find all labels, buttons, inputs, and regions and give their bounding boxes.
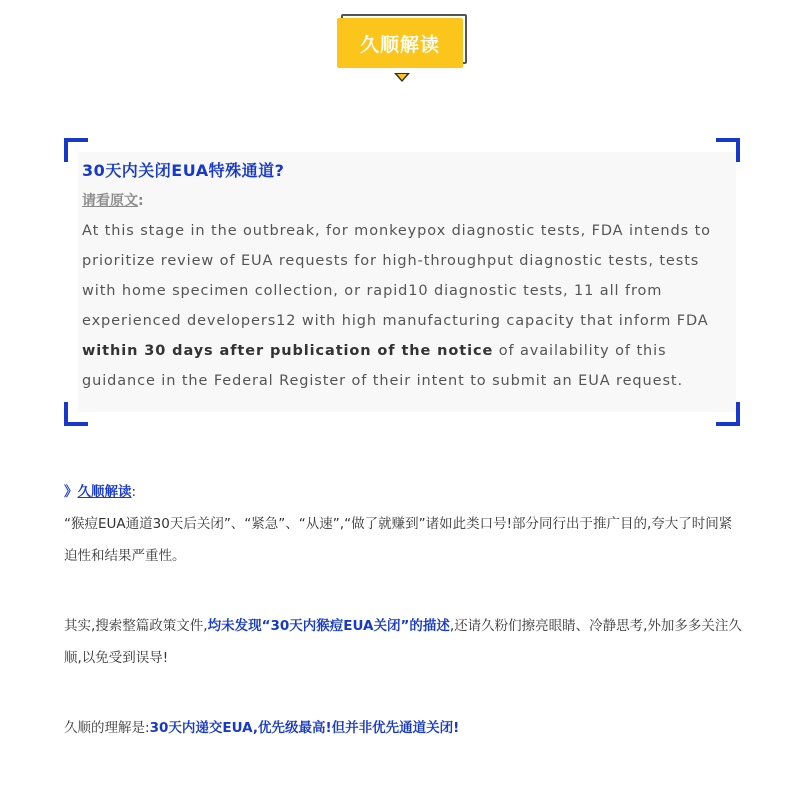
quote-text-part2: of availability of this guidance in the Federal Register of their intent to submit an EUA request. <box>82 343 683 389</box>
commentary-paragraph-1: “猴痘EUA通道30天后关闭”、“紧急”、“从速”,“做了就赚到”诸如此类口号!部分同行出于推广目的,夸大了时间紧迫性和结果严重性。 <box>64 516 733 564</box>
commentary-paragraph-2 <box>64 610 744 674</box>
header-tag <box>337 14 469 86</box>
corner-bracket-bottom-left <box>64 402 88 426</box>
para2-text-before: 其实,搜索整篇政策文件, <box>64 618 208 634</box>
para3-highlight: 30天内递交EUA,优先级最高!但并非优先通道关闭! <box>149 720 460 736</box>
quote-original-text <box>82 216 732 396</box>
quote-source-label <box>82 190 144 210</box>
corner-bracket-bottom-right <box>716 402 740 426</box>
quote-box <box>64 138 740 426</box>
quote-text-part1: At this stage in the outbreak, for monkeypox diagnostic tests, FDA intends to prioritize review of EUA requests for high-throughput diagnostic tests, tests with home specimen collection, or rapid10 diagnostic tests, 11 all from experienced developers12 with high manufacturing capacity that inform FDA <box>82 223 711 329</box>
chevron-icon: 》 <box>64 484 78 500</box>
tag-label-box <box>337 18 463 68</box>
quote-title: 30天内关闭EUA特殊通道? <box>82 161 285 180</box>
para2-text-after: ,还请久粉们擦亮眼睛、冷静思考,外加多多关注久顺,以免受到误导! <box>64 618 742 666</box>
quote-text-bold: within 30 days after publication of the notice <box>82 343 494 359</box>
corner-bracket-top-right <box>716 138 740 162</box>
para3-text-before: 久顺的理解是: <box>64 720 150 736</box>
tag-title: 久顺解读 <box>359 33 440 56</box>
para2-highlight: 均未发现“30天内猴痘EUA关闭”的描述 <box>207 618 450 634</box>
commentary-heading <box>64 476 744 508</box>
commentary-heading-label: 久顺解读 <box>77 484 132 500</box>
source-label-text: 请看原文 <box>82 193 138 209</box>
source-label-colon: : <box>138 193 144 209</box>
down-arrow-icon-fill <box>397 74 407 80</box>
commentary-heading-colon: : <box>131 484 137 500</box>
commentary-paragraph-3 <box>64 712 744 744</box>
